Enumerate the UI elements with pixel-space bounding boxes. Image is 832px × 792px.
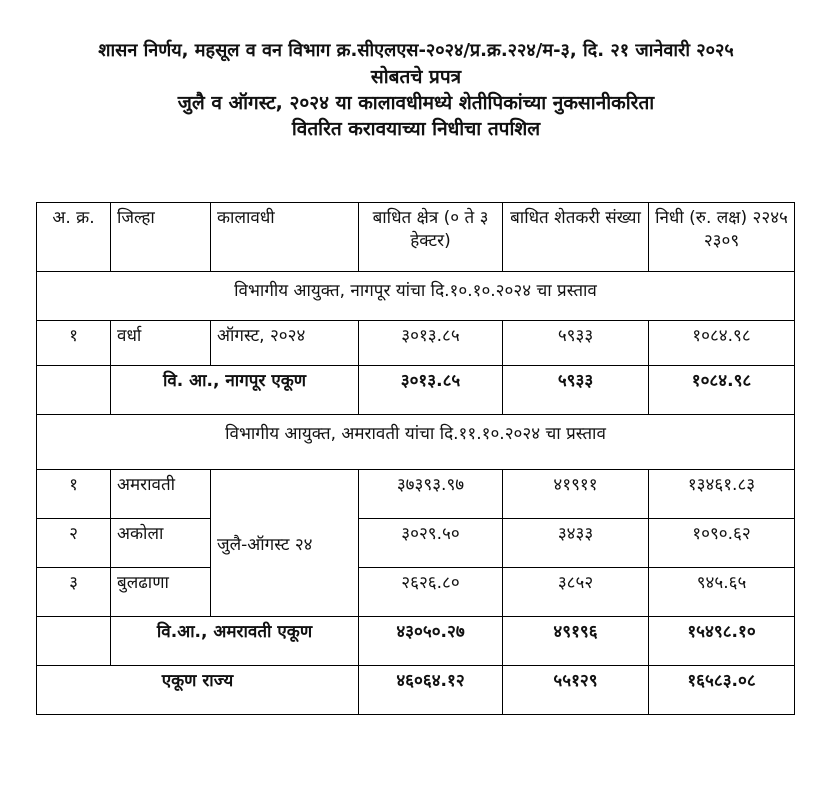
cell-period: ऑगस्ट, २०२४	[211, 321, 359, 366]
cell-farmers: ३४३३	[503, 519, 649, 568]
table-header-row	[37, 203, 795, 272]
col-header-fund: निधी (रु. लक्ष) २२४५ २३०९	[649, 203, 795, 272]
section-heading-row	[37, 272, 795, 321]
cell-district: अमरावती	[111, 470, 211, 519]
nagpur-total-farmers: ५९३३	[503, 366, 649, 415]
nagpur-total-area: ३०१३.८५	[359, 366, 503, 415]
grand-total-label: एकूण राज्य	[37, 666, 359, 715]
col-header-district: जिल्हा	[111, 203, 211, 272]
nagpur-section-heading: विभागीय आयुक्त, नागपूर यांचा दि.१०.१०.२०२४ चा प्रस्ताव	[37, 272, 795, 321]
cell-empty	[37, 366, 111, 415]
grand-total-row	[37, 666, 795, 715]
cell-area: ३०२९.५०	[359, 519, 503, 568]
amravati-total-row	[37, 617, 795, 666]
nagpur-total-fund: १०८४.९८	[649, 366, 795, 415]
section-heading-row	[37, 415, 795, 470]
col-header-period: कालावधी	[211, 203, 359, 272]
cell-farmers: ३८५२	[503, 568, 649, 617]
cell-sr: १	[37, 321, 111, 366]
amravati-period-cell: जुलै-ऑगस्ट २४	[211, 470, 359, 617]
cell-sr: २	[37, 519, 111, 568]
nagpur-total-row	[37, 366, 795, 415]
col-header-sr: अ. क्र.	[37, 203, 111, 272]
gr-reference-line: शासन निर्णय, महसूल व वन विभाग क्र.सीएलएस-२०२४/प्र.क्र.२२४/म-३, दि. २१ जानेवारी २०२५	[98, 40, 734, 61]
table-row	[37, 321, 795, 366]
annexure-label: सोबतचे प्रपत्र	[370, 66, 462, 88]
cell-fund: १०८४.९८	[649, 321, 795, 366]
cell-district: अकोला	[111, 519, 211, 568]
nagpur-total-label: वि. आ., नागपूर एकूण	[111, 366, 359, 415]
cell-sr: १	[37, 470, 111, 519]
table-row	[37, 519, 795, 568]
document-header	[0, 38, 832, 142]
grand-total-area: ४६०६४.१२	[359, 666, 503, 715]
cell-district: बुलढाणा	[111, 568, 211, 617]
amravati-total-area: ४३०५०.२७	[359, 617, 503, 666]
table-row	[37, 470, 795, 519]
grand-total-fund: १६५८३.०८	[649, 666, 795, 715]
cell-fund: १३४६१.८३	[649, 470, 795, 519]
amravati-total-fund: १५४९८.१०	[649, 617, 795, 666]
cell-area: ३०१३.८५	[359, 321, 503, 366]
col-header-farmers: बाधित शेतकरी संख्या	[503, 203, 649, 272]
cell-area: २६२६.८०	[359, 568, 503, 617]
amravati-total-farmers: ४९१९६	[503, 617, 649, 666]
table-row	[37, 568, 795, 617]
amravati-total-label: वि.आ., अमरावती एकूण	[111, 617, 359, 666]
cell-farmers: ४१९११	[503, 470, 649, 519]
fund-distribution-table	[36, 202, 795, 715]
cell-district: वर्धा	[111, 321, 211, 366]
subject-line-2: वितरित करावयाच्या निधीचा तपशिल	[291, 118, 541, 140]
cell-area: ३७३९३.९७	[359, 470, 503, 519]
cell-fund: १०९०.६२	[649, 519, 795, 568]
cell-sr: ३	[37, 568, 111, 617]
subject-line: जुलै व ऑगस्ट, २०२४ या कालावधीमध्ये शेतीपिकांच्या नुकसानीकरिता	[177, 92, 655, 114]
col-header-area: बाधित क्षेत्र (० ते ३ हेक्टर)	[359, 203, 503, 272]
amravati-section-heading: विभागीय आयुक्त, अमरावती यांचा दि.११.१०.२०२४ चा प्रस्ताव	[37, 415, 795, 470]
cell-fund: ९४५.६५	[649, 568, 795, 617]
cell-empty	[37, 617, 111, 666]
cell-farmers: ५९३३	[503, 321, 649, 366]
grand-total-farmers: ५५१२९	[503, 666, 649, 715]
